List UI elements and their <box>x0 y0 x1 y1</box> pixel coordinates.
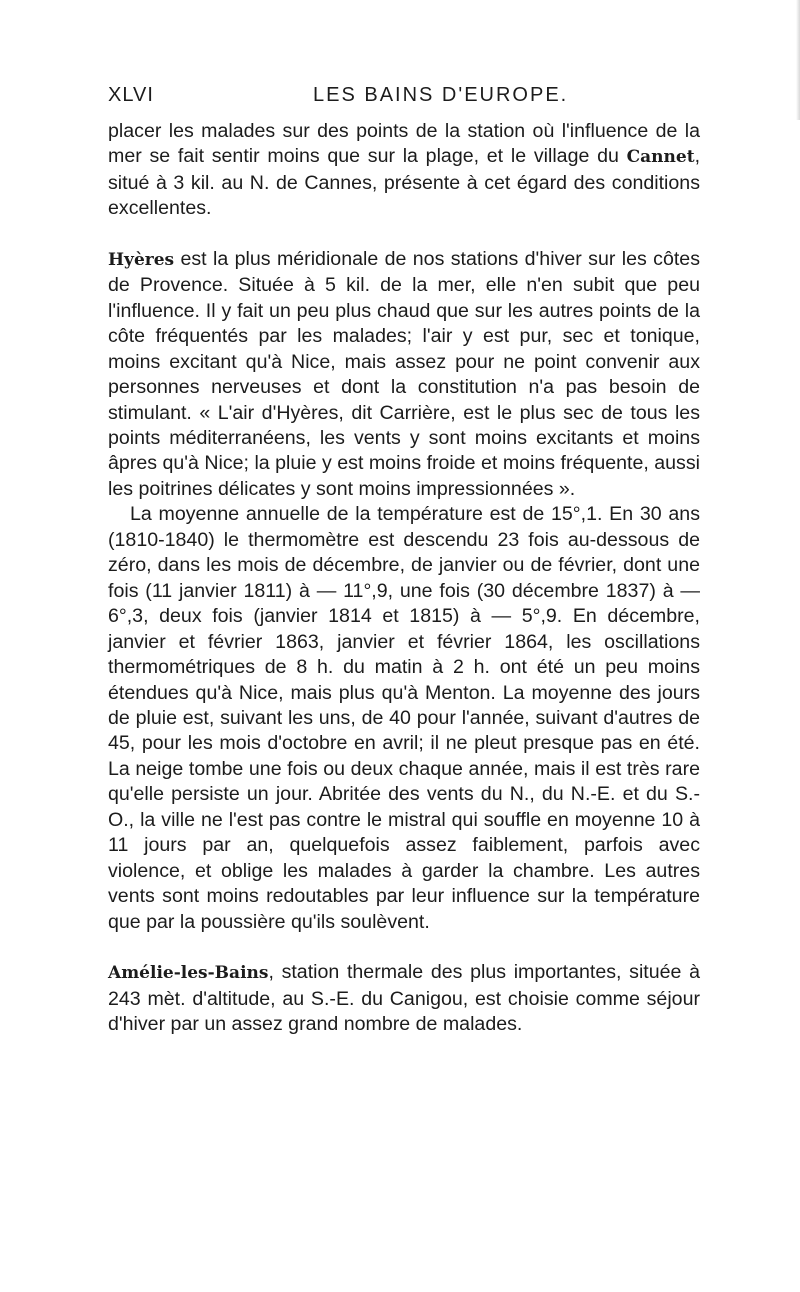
paragraph-text: , situé à 3 kil. au N. de Cannes, présente à cet égard des conditions excellentes. <box>108 145 701 220</box>
place-name-amelie: Amélie-les-Bains <box>108 963 269 984</box>
place-name-cannet: Cannet <box>626 147 695 168</box>
paragraph-text: La moyenne annuelle de la température est de 15°,1. En 30 ans (1810-1840) le thermomètre est descendu 23 fois au-dessous de zéro, dans les mois de décembre, de janvier ou de février, dont une fois (11 janvier 1811) à — 11°,9, une fois (30 décembre 1837) à — 6°,3, deux fois (janvier 1814 et 1815) à — 5°,9. En décembre, janvier et février 1863, janvier et février 1864, les oscillations thermométriques de 8 h. du matin à 2 h. ont été un peu moins étendues qu'à Nice, mais plus qu'à Menton. La moyenne des jours de pluie est, suivant les uns, de 40 pour l'année, suivant d'autres de 45, pour les mois d'octobre en avril; il ne pleut presque pas en été. La neige tombe une fois ou deux chaque année, mais il est très rare qu'elle persiste un jour. Abritée des vents du N., du N.-E. et du S.-O., la ville ne l'est pas contre le mistral qui souffle en moyenne 10 à 11 jours par an, quelquefois assez faiblement, parfois avec violence, et oblige les malades à garder la chambre. Les autres vents sont moins redoutables par leur influence sur la température que par la poussière qu'ils soulèvent. <box>108 503 700 933</box>
paragraph-temperature <box>108 502 700 935</box>
paragraph-hyeres <box>108 247 700 503</box>
page-edge-shadow <box>796 0 800 120</box>
paragraph-cannet <box>108 119 700 222</box>
paragraph-text: placer les malades sur des points de la station où l'influence de la mer se fait sentir moins que sur la plage, et le village du <box>108 120 700 168</box>
paragraph-text: est la plus méridionale de nos stations d'hiver sur les côtes de Provence. Située à 5 kil. de la mer, elle n'en subit que peu l'influence. Il y fait un peu plus chaud que sur les autres points de la côte fréquentés par les malades; l'air y est pur, sec et tonique, moins excitant qu'à Nice, mais assez pour ne point convenir aux personnes nerveuses et dont la constitution n'a pas besoin de stimulant. « L'air d'Hyères, dit Carrière, est le plus sec de tous les points méditerranéens, les vents y sont moins excitants et moins âpres qu'à Nice; la pluie y est moins froide et moins fréquente, aussi les poitrines délicates y sont moins impressionnées ». <box>108 247 700 500</box>
body-text <box>108 119 700 1037</box>
paragraph-text: , station thermale des plus importantes, située à 243 mèt. d'altitude, au S.-E. du Canigou, est choisie comme séjour d'hiver par un assez grand nombre de malades. <box>108 961 700 1035</box>
page-header <box>108 84 708 114</box>
place-name-hyeres: Hyères <box>108 249 175 270</box>
paragraph-amelie <box>108 960 700 1037</box>
running-title: LES BAINS D'EUROPE. <box>313 84 569 106</box>
page-number: XLVI <box>108 84 154 106</box>
